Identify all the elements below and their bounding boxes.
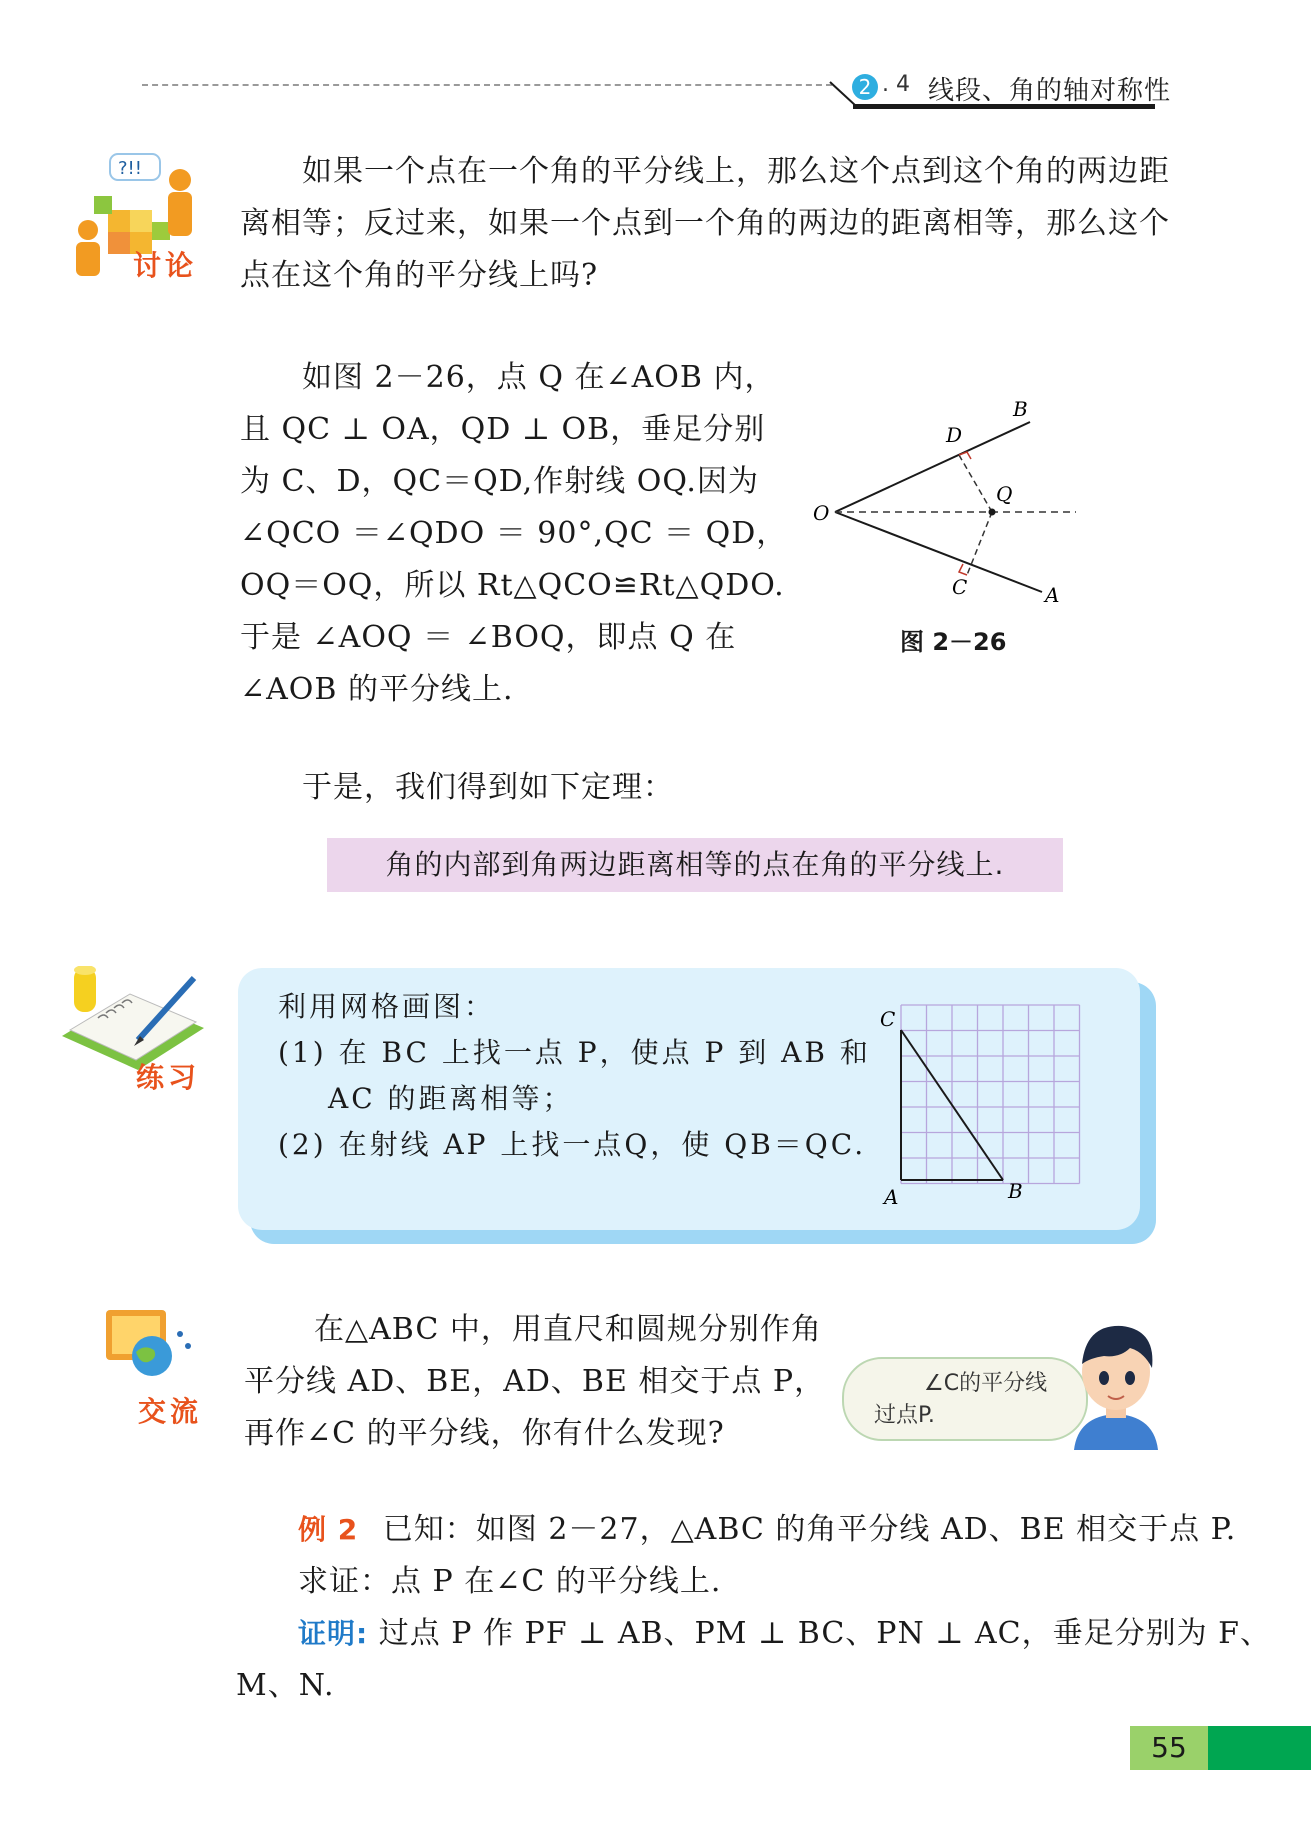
- discussion-icon-label: 讨论: [133, 249, 198, 282]
- proof-line-1: 如图 2－26，点 Q 在∠AOB 内，: [302, 360, 776, 395]
- exchange-line-3: 再作∠C 的平分线，你有什么发现?: [244, 1416, 725, 1451]
- chapter-number-badge: 2: [852, 74, 878, 100]
- proof-line-6: 于是 ∠AOQ ＝ ∠BOQ，即点 Q 在: [240, 620, 737, 655]
- proof-line-2: 且 QC ⊥ OA，QD ⊥ OB，垂足分别: [240, 412, 766, 447]
- label-c: C: [952, 575, 968, 599]
- practice-icon-label: 练习: [136, 1061, 201, 1094]
- grid-label-b: B: [1008, 1179, 1023, 1203]
- speech-bubble-line-1: ∠C的平分线: [924, 1371, 1048, 1396]
- header-dashed-rule: [142, 84, 832, 86]
- page-number: 55: [1130, 1726, 1208, 1770]
- example-2-label: 例 2: [298, 1513, 359, 1546]
- label-q: Q: [996, 482, 1013, 506]
- discussion-line-2: 离相等；反过来，如果一个点到一个角的两边的距离相等，那么这个: [240, 206, 1170, 241]
- practice-line-4: (2) 在射线 AP 上找一点Q，使 QB＝QC.: [278, 1128, 867, 1161]
- proof-label: 证明:: [298, 1617, 369, 1650]
- practice-line-2: (1) 在 BC 上找一点 P，使点 P 到 AB 和: [278, 1036, 871, 1069]
- exchange-line-1: 在△ABC 中，用直尺和圆规分别作角: [314, 1312, 822, 1347]
- example-2-line-1: 已知：如图 2－27，△ABC 的角平分线 AD、BE 相交于点 P.: [382, 1512, 1237, 1547]
- proof-line-1-text: 过点 P 作 PF ⊥ AB、PM ⊥ BC、PN ⊥ AC，垂足分别为 F、: [378, 1616, 1271, 1651]
- page-number-bar: [1208, 1726, 1311, 1770]
- section-number: . 4: [882, 72, 910, 97]
- segment-qc: [967, 512, 992, 575]
- right-angle-mark-c: [959, 564, 967, 575]
- ray-oa: [835, 512, 1042, 592]
- label-o: O: [813, 501, 830, 525]
- label-a: A: [1045, 583, 1060, 607]
- proof-line-5: OQ＝OQ，所以 Rt△QCO≌Rt△QDO.: [240, 568, 785, 603]
- proof-line-3: 为 C、D，QC＝QD,作射线 OQ.因为: [240, 464, 759, 499]
- discussion-line-3: 点在这个角的平分线上吗?: [240, 258, 599, 293]
- exchange-icon-label: 交流: [138, 1395, 203, 1428]
- proof-line-7: ∠AOB 的平分线上.: [240, 672, 514, 707]
- segment-qd: [959, 455, 992, 512]
- proof-line-2-text: M、N.: [236, 1668, 335, 1703]
- theorem-box: 角的内部到角两边距离相等的点在角的平分线上.: [327, 838, 1063, 892]
- example-2-given: [298, 1504, 1236, 1556]
- label-b: B: [1013, 397, 1028, 421]
- label-d: D: [946, 423, 963, 447]
- conclusion-intro: 于是，我们得到如下定理：: [302, 770, 674, 805]
- figure-2-26: [800, 390, 1100, 610]
- speech-bubble-line-2: 过点P.: [874, 1403, 935, 1428]
- section-title: 线段、角的轴对称性: [928, 76, 1172, 106]
- discussion-line-1: 如果一个点在一个角的平分线上，那么这个点到这个角的两边距: [302, 154, 1170, 189]
- proof-line-4: ∠QCO ＝∠QDO ＝ 90°,QC ＝ QD，: [240, 516, 788, 551]
- practice-line-1: 利用网格画图：: [278, 990, 496, 1023]
- point-q: [989, 509, 996, 516]
- exchange-line-2: 平分线 AD、BE，AD、BE 相交于点 P，: [244, 1364, 826, 1399]
- grid-label-c: C: [880, 1007, 896, 1031]
- figure-2-26-caption: 图 2－26: [900, 628, 1007, 656]
- practice-line-3: AC 的距离相等；: [328, 1082, 574, 1115]
- grid-label-a: A: [884, 1185, 899, 1209]
- svg-text:?!!: ?!!: [118, 158, 142, 179]
- practice-grid-figure: [874, 1000, 1084, 1210]
- example-2-line-2: 求证：点 P 在∠C 的平分线上.: [298, 1564, 722, 1599]
- example-2-proof: [298, 1608, 1271, 1660]
- boy-character-icon: [1064, 1320, 1168, 1450]
